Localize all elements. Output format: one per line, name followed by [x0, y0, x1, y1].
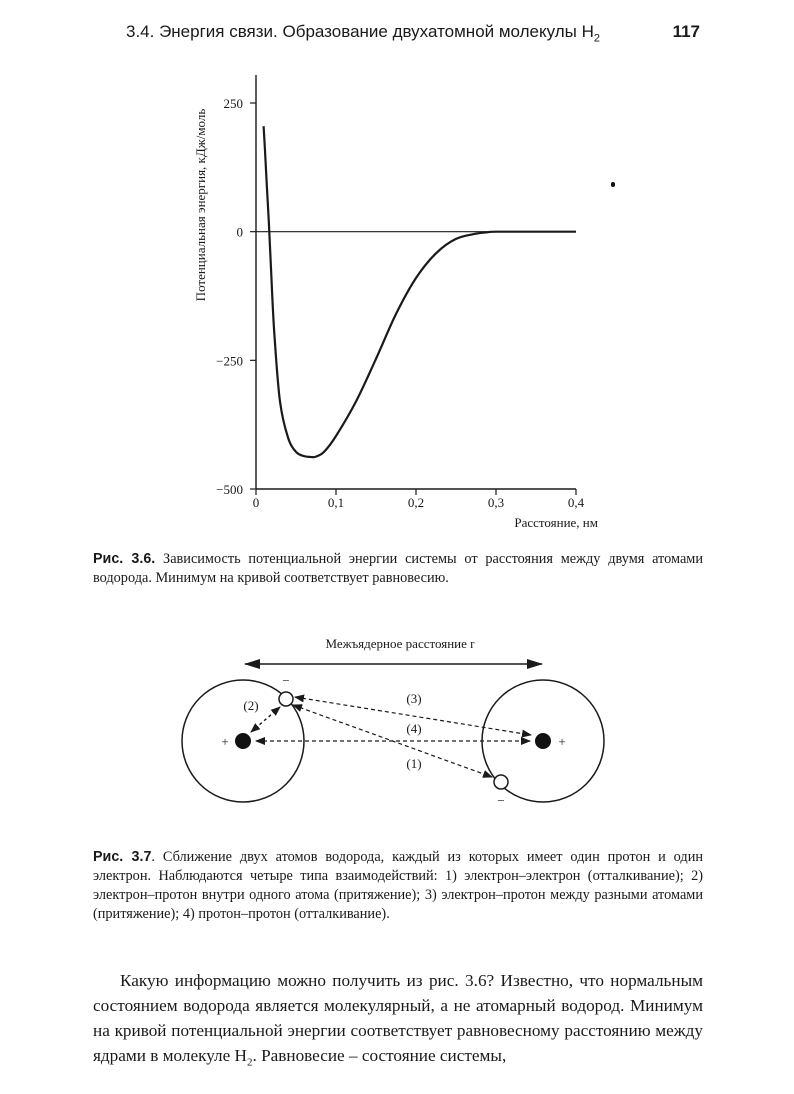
y-axis-label: Потенциальная энергия, кДж/моль [193, 108, 208, 302]
x-tick-label: 0 [252, 495, 260, 510]
y-tick-label: −250 [216, 353, 243, 369]
electron-right [494, 775, 508, 789]
body-paragraph: Какую информацию можно получить из рис. 3.6? Известно, что нормальным состоянием водорода является молекулярный, а не атомарный водород. Минимум на кривой потенциальной энергии соответствует равновесному расстоянию между ядрами в молекуле $H_2$. Равновесие – состояние системы, [93, 971, 703, 1069]
minus-sign-right: − [497, 793, 505, 808]
proton-right [535, 733, 551, 749]
label-interaction-2: (2) [243, 698, 259, 713]
figure-3-7-caption [93, 848, 703, 924]
label-interaction-3: (3) [406, 691, 422, 706]
x-tick-label: 0,2 [407, 495, 425, 510]
figure-3-7-text: . Сближение двух атомов водорода, каждый из которых имеет один протон и один электрон. Наблюдаются четыре типа взаимодействий: 1) электрон–электрон (отталкивание); 2) электрон–протон внутри одного атома (притяжение); 3) электрон–протон между разными атомами (притяжение); 4) протон–протон (отталкивание). [93, 849, 703, 922]
x-tick-label: 0,4 [567, 495, 585, 510]
figure-3-6-label: Рис. 3.6. [93, 551, 156, 567]
y-tick-label: −500 [216, 482, 243, 497]
plus-sign-left: + [221, 734, 229, 749]
label-interaction-1: (1) [406, 756, 422, 771]
y-tick-label: 250 [223, 96, 243, 111]
plus-sign-right: + [558, 734, 566, 749]
proton-left [235, 733, 251, 749]
x-tick-label: 0,1 [327, 495, 345, 510]
x-tick-label: 0,3 [487, 495, 505, 510]
figure-3-7-label: Рис. 3.7 [93, 849, 152, 865]
figure-3-6-text: Зависимость потенциальной энергии системы от расстояния между двумя атомами водорода. Минимум на кривой соответствует равновесию. [93, 551, 703, 586]
y-tick-label: 0 [236, 224, 243, 240]
running-title: 3.4. Энергия связи. Образование двухатомной молекулы $H_2$ [126, 22, 601, 45]
x-axis-label: Расстояние, нм [514, 515, 598, 530]
electron-left [279, 692, 293, 706]
internuclear-distance-label: Межъядерное расстояние r [325, 636, 475, 651]
label-interaction-4: (4) [406, 721, 422, 736]
page-number: 117 [672, 22, 700, 41]
minus-sign-left: − [282, 673, 290, 688]
